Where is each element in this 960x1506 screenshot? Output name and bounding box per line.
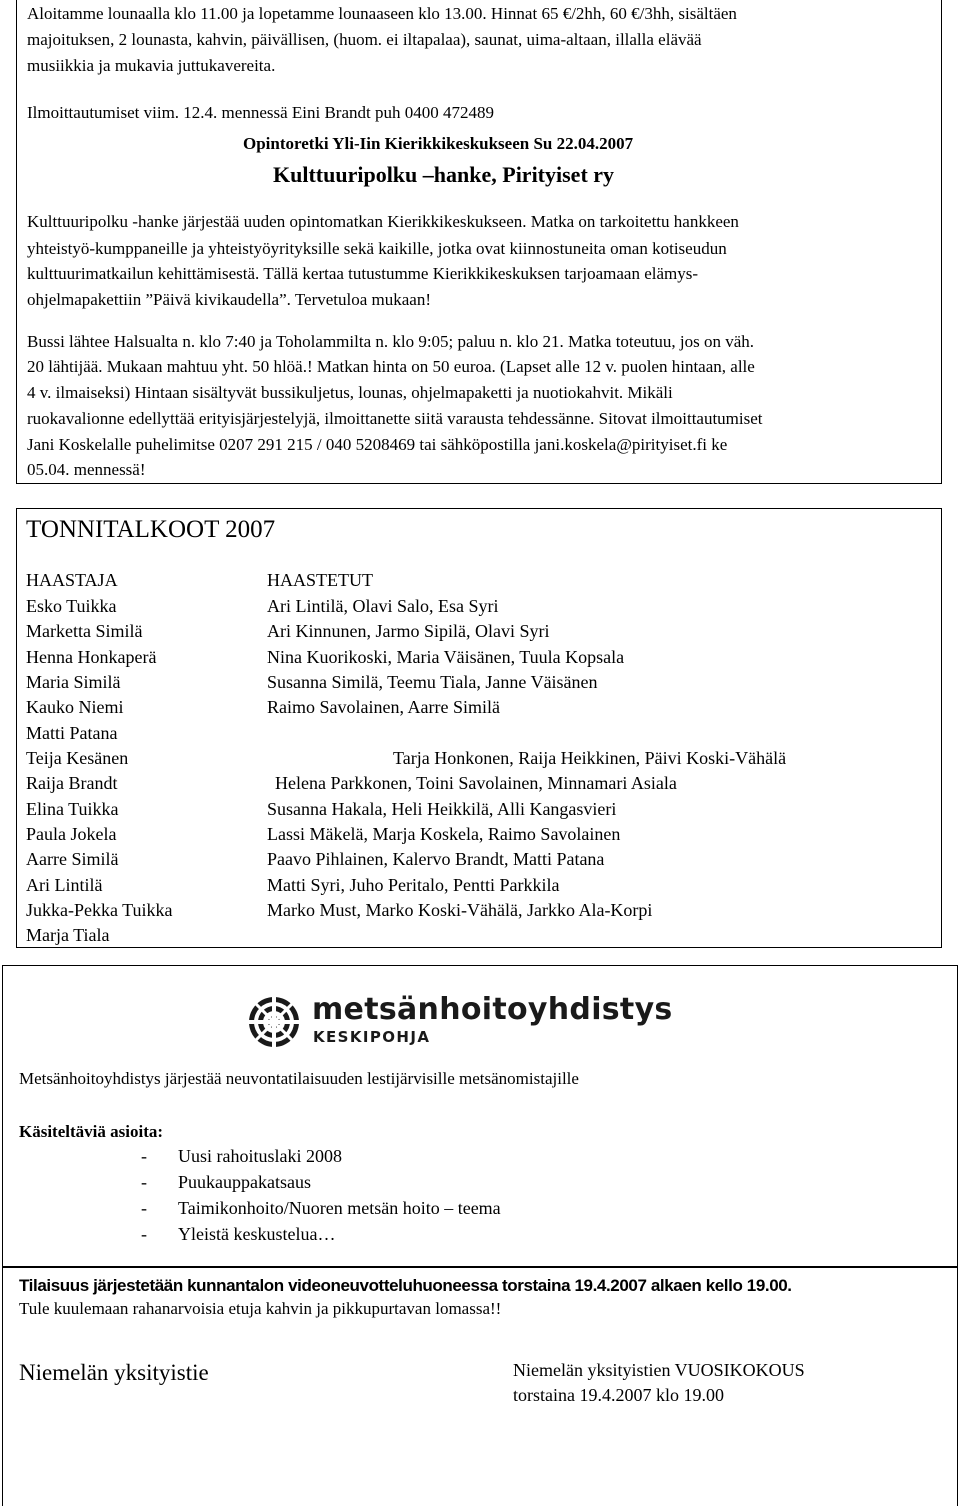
challenged-names: Lassi Mäkelä, Marja Koskela, Raimo Savolainen xyxy=(267,824,621,844)
bus-line-5: Jani Koskelalle puhelimitse 0207 291 215 / 040 5208469 tai sähköpostilla jani.koskela@pirityiset.fi ke xyxy=(27,435,728,454)
challenged-names: Tarja Honkonen, Raija Heikkinen, Päivi Koski-Vähälä xyxy=(393,748,787,768)
bus-line-2: 20 lähtijää. Mukaan mahtuu yht. 50 hlöä.! Matkan hinta on 50 euroa. (Lapset alle 12 v. puolen hintaan, alle xyxy=(27,357,755,376)
challenged-names: Helena Parkkonen, Toini Savolainen, Minnamari Asiala xyxy=(275,773,677,793)
challenger-name: Ari Lintilä xyxy=(26,875,103,895)
tonnitalkoot-title: TONNITALKOOT 2007 xyxy=(26,516,276,543)
challenger-name: Elina Tuikka xyxy=(26,799,119,819)
invite-text: Tule kuulemaan rahanarvoisia etuja kahvin ja pikkupurtavan lomassa!! xyxy=(19,1299,502,1318)
challenged-names: Marko Must, Marko Koski-Vähälä, Jarkko Ala-Korpi xyxy=(267,900,653,920)
association-logo-icon xyxy=(248,996,300,1048)
tonnitalkoot-box xyxy=(16,508,942,948)
registration-line: Ilmoittautumiset viim. 12.4. mennessä Eini Brandt puh 0400 472489 xyxy=(27,103,494,122)
project-heading: Kulttuuripolku –hanke, Pirityiset ry xyxy=(273,162,615,187)
challenged-names: Raimo Savolainen, Aarre Similä xyxy=(267,697,500,717)
topic-dash: - xyxy=(141,1172,147,1192)
topic-item: Taimikonhoito/Nuoren metsän hoito – teema xyxy=(178,1198,501,1218)
paragraph-line-4: ohjelmapakettiin ”Päivä kivikaudella”. Tervetuloa mukaan! xyxy=(27,290,431,309)
challenger-name: Marketta Similä xyxy=(26,621,143,641)
challenger-name: Esko Tuikka xyxy=(26,596,117,616)
challenger-name: Jukka-Pekka Tuikka xyxy=(26,900,173,920)
meeting-line-1: Niemelän yksityistien VUOSIKOKOUS xyxy=(513,1360,805,1380)
topic-item: Yleistä keskustelua… xyxy=(178,1224,336,1244)
paragraph-line-1: Kulttuuripolku -hanke järjestää uuden opintomatkan Kierikkikeskukseen. Matka on tarkoitettu hankkeen xyxy=(27,212,739,231)
logo-name: metsänhoitoyhdistys xyxy=(312,992,673,1027)
topic-dash: - xyxy=(141,1146,147,1166)
challenged-names: Susanna Similä, Teemu Tiala, Janne Väisänen xyxy=(267,672,598,692)
challenged-names: Ari Lintilä, Olavi Salo, Esa Syri xyxy=(267,596,499,616)
topics-heading: Käsiteltäviä asioita: xyxy=(19,1122,164,1141)
topic-item: Uusi rahoituslaki 2008 xyxy=(178,1146,342,1166)
intro-line-2: majoituksen, 2 lounasta, kahvin, päivällisen, (huom. ei iltapalaa), saunat, uima-altaan, illalla elävää xyxy=(27,30,702,49)
trip-announcement-box xyxy=(16,0,942,484)
challenger-name: Marja Tiala xyxy=(26,925,110,945)
challenged-header: HAASTETUT xyxy=(267,570,373,590)
bus-line-1: Bussi lähtee Halsualta n. klo 7:40 ja Toholammilta n. klo 9:05; paluu n. klo 21. Matka toteutuu, jos on väh. xyxy=(27,332,755,351)
challenger-name: Maria Similä xyxy=(26,672,121,692)
meeting-line-2: torstaina 19.4.2007 klo 19.00 xyxy=(513,1385,724,1405)
topic-dash: - xyxy=(141,1224,147,1244)
challenged-names: Nina Kuorikoski, Maria Väisänen, Tuula Kopsala xyxy=(267,647,625,667)
topic-dash: - xyxy=(141,1198,147,1218)
intro-line-3: musiikkia ja mukavia juttukavereita. xyxy=(27,56,276,75)
paragraph-line-3: kulttuurimatkailun kehittämisestä. Tällä kertaa tutustumme Kierikkikeskuksen tarjoamaan elämys- xyxy=(27,264,699,283)
challenger-name: Paula Jokela xyxy=(26,824,117,844)
challenger-name: Matti Patana xyxy=(26,723,118,743)
challenger-header: HAASTAJA xyxy=(26,570,118,590)
bus-line-6: 05.04. mennessä! xyxy=(27,460,146,479)
section-divider xyxy=(3,1266,957,1268)
challenger-name: Raija Brandt xyxy=(26,773,118,793)
event-details: Tilaisuus järjestetään kunnantalon videoneuvotteluhuoneessa torstaina 19.4.2007 alkaen kello 19.00. xyxy=(19,1276,792,1295)
event-heading: Opintoretki Yli-Iin Kierikkikeskukseen Su 22.04.2007 xyxy=(243,134,634,153)
association-intro: Metsänhoitoyhdistys järjestää neuvontatilaisuuden lestijärvisille metsänomistajille xyxy=(19,1069,579,1088)
challenged-names: Susanna Hakala, Heli Heikkilä, Alli Kangasvieri xyxy=(267,799,617,819)
challenger-name: Aarre Similä xyxy=(26,849,119,869)
logo-subtitle: KESKIPOHJA xyxy=(313,1028,431,1046)
challenger-name: Teija Kesänen xyxy=(26,748,129,768)
road-title: Niemelän yksityistie xyxy=(19,1360,209,1385)
challenger-name: Kauko Niemi xyxy=(26,697,124,717)
paragraph-line-2: yhteistyö-kumppaneille ja yhteistyöyrityksille sekä kaikille, jotka ovat kiinnostuneita oman kotiseudun xyxy=(27,239,727,258)
forest-association-box xyxy=(2,965,958,1506)
bus-line-4: ruokavalionne edellyttää erityisjärjestelyjä, ilmoittanette siitä varausta tehdessänne. Sitovat ilmoittautumiset xyxy=(27,409,763,428)
challenged-names: Ari Kinnunen, Jarmo Sipilä, Olavi Syri xyxy=(267,621,550,641)
challenger-name: Henna Honkaperä xyxy=(26,647,157,667)
challenged-names: Matti Syri, Juho Peritalo, Pentti Parkkila xyxy=(267,875,560,895)
topic-item: Puukauppakatsaus xyxy=(178,1172,311,1192)
challenged-names: Paavo Pihlainen, Kalervo Brandt, Matti Patana xyxy=(267,849,605,869)
bus-line-3: 4 v. ilmaiseksi) Hintaan sisältyvät bussikuljetus, lounas, ohjelmapaketti ja nuotiokahvit. Mikäli xyxy=(27,383,673,402)
intro-line-1: Aloitamme lounaalla klo 11.00 ja lopetamme lounaaseen klo 13.00. Hinnat 65 €/2hh, 60 €/3hh, sisältäen xyxy=(27,4,737,23)
